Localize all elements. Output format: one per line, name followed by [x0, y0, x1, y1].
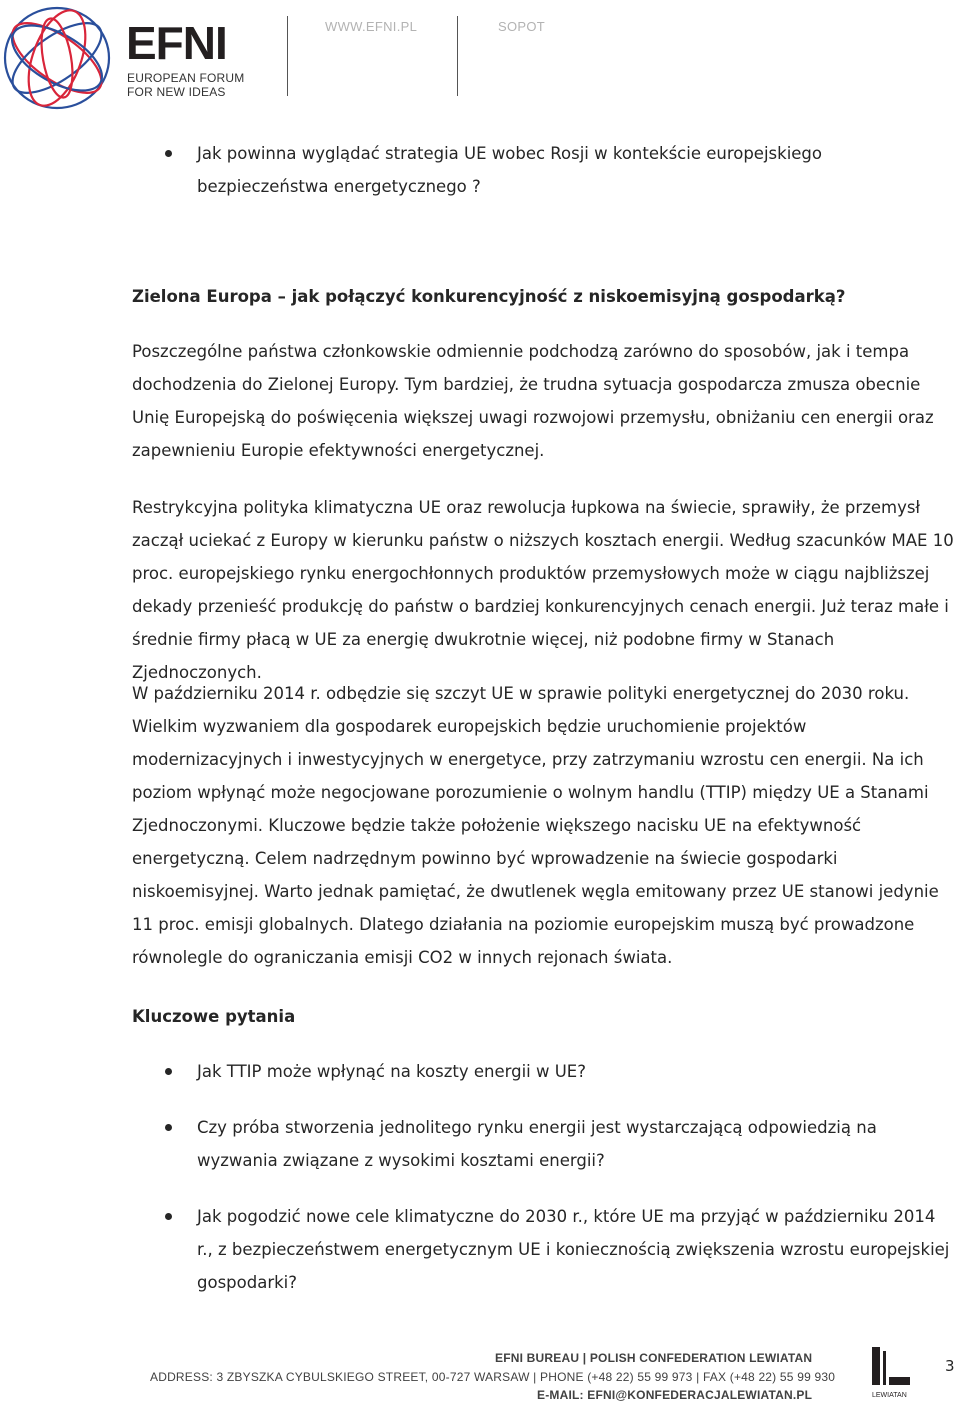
bullet-dot: [165, 1213, 172, 1220]
footer-address: ADDRESS: 3 ZBYSZKA CYBULSKIEGO STREET, 00-727 WARSAW | PHONE (+48 22) 55 99 973 | FAX (+48 22) 55 99 930: [150, 1370, 836, 1384]
paragraph: Restrykcyjna polityka klimatyczna UE oraz rewolucja łupkowa na świecie, sprawiły, że przemysł zaczął uciekać z Europy w kierunku państw o niższych kosztach energii. Według szacunków MAE 10 proc. europejskiego rynku energochłonnych produktów przemysłowych może w ciągu najbliższej dekady przenieść produkcję do państw o bardziej konkurencyjnych cenach energii. Już teraz małe i średnie firmy płacą w UE za energię dwukrotnie więcej, niż podobne firmy w Stanach Zjednoczonych.: [132, 498, 954, 682]
footer-email[interactable]: E-MAIL: EFNI@KONFEDERACJALEWIATAN.PL: [537, 1388, 813, 1402]
efni-globe-icon: [0, 2, 118, 114]
list-item: Jak TTIP może wpłynąć na koszty energii w UE?: [197, 1062, 586, 1081]
paragraph: W październiku 2014 r. odbędzie się szczyt UE w sprawie polityki energetycznej do 2030 roku. Wielkim wyzwaniem dla gospodarek europejskich będzie uruchomienie projektów modernizacyjnych i inwestycyjnych w energetyce, przy zatrzymaniu wzrostu cen energii. Na ich poziom wpłynąć może negocjowane porozumienie o wolnym handlu (TTIP) między UE a Stanami Zjednoczonymi. Kluczowe będzie także położenie większego nacisku UE na efektywność energetyczną. Celem nadrzędnym powinno być wprowadzenie na świecie gospodarki niskoemisyjnej. Warto jednak pamiętać, że dwutlenek węgla emitowany przez UE stanowi jedynie 11 proc. emisji globalnych. Dlatego działania na poziomie europejskim muszą być prowadzone równolegle do ograniczania emisji CO2 w innych rejonach świata.: [132, 684, 939, 967]
page-header: [0, 0, 960, 115]
list-item: Czy próba stworzenia jednolitego rynku energii jest wystarczającą odpowiedzią na wyzwania związane z wysokimi kosztami energii?: [197, 1118, 877, 1170]
list-item: Jak powinna wyglądać strategia UE wobec Rosji w kontekście europejskiego bezpieczeństwa energetycznego ?: [197, 144, 823, 196]
brand-tagline-line1: EUROPEAN FORUM: [127, 71, 245, 85]
paragraph: Poszczególne państwa członkowskie odmiennie podchodzą zarówno do sposobów, jak i tempa dochodzenia do Zielonej Europy. Tym bardziej, że trudna sytuacja gospodarcza zmusza obecnie Unię Europejską do poświęcenia większej uwagi rozwojowi przemysłu, obniżaniu cen energii oraz zapewnieniu Europie efektywności energetycznej.: [132, 342, 934, 460]
header-divider: [287, 16, 288, 96]
lewiatan-logo-icon: [870, 1347, 916, 1399]
brand-tagline-line2: FOR NEW IDEAS: [127, 85, 226, 99]
footer-bureau: EFNI BUREAU | POLISH CONFEDERATION LEWIATAN: [495, 1351, 813, 1365]
page-number: 3: [945, 1357, 955, 1375]
section-heading: Zielona Europa – jak połączyć konkurencyjność z niskoemisyjną gospodarką?: [132, 287, 846, 306]
bullet-dot: [165, 150, 172, 157]
city-label: SOPOT: [498, 19, 546, 34]
list-item: Jak pogodzić nowe cele klimatyczne do 2030 r., które UE ma przyjąć w październiku 2014 r., z bezpieczeństwem energetycznym UE i koniecznością zwiększenia wzrostu europejskiej gospodarki?: [197, 1207, 950, 1292]
section-heading: Kluczowe pytania: [132, 1007, 296, 1026]
brand-tagline: [127, 71, 244, 99]
website-link[interactable]: WWW.EFNI.PL: [325, 19, 418, 34]
header-divider: [457, 16, 458, 96]
brand-name: EFNI: [126, 17, 227, 69]
page-footer: [0, 1335, 960, 1405]
bullet-dot: [165, 1124, 172, 1131]
lewiatan-logo-caption: LEWIATAN: [872, 1392, 907, 1399]
bullet-dot: [165, 1068, 172, 1075]
